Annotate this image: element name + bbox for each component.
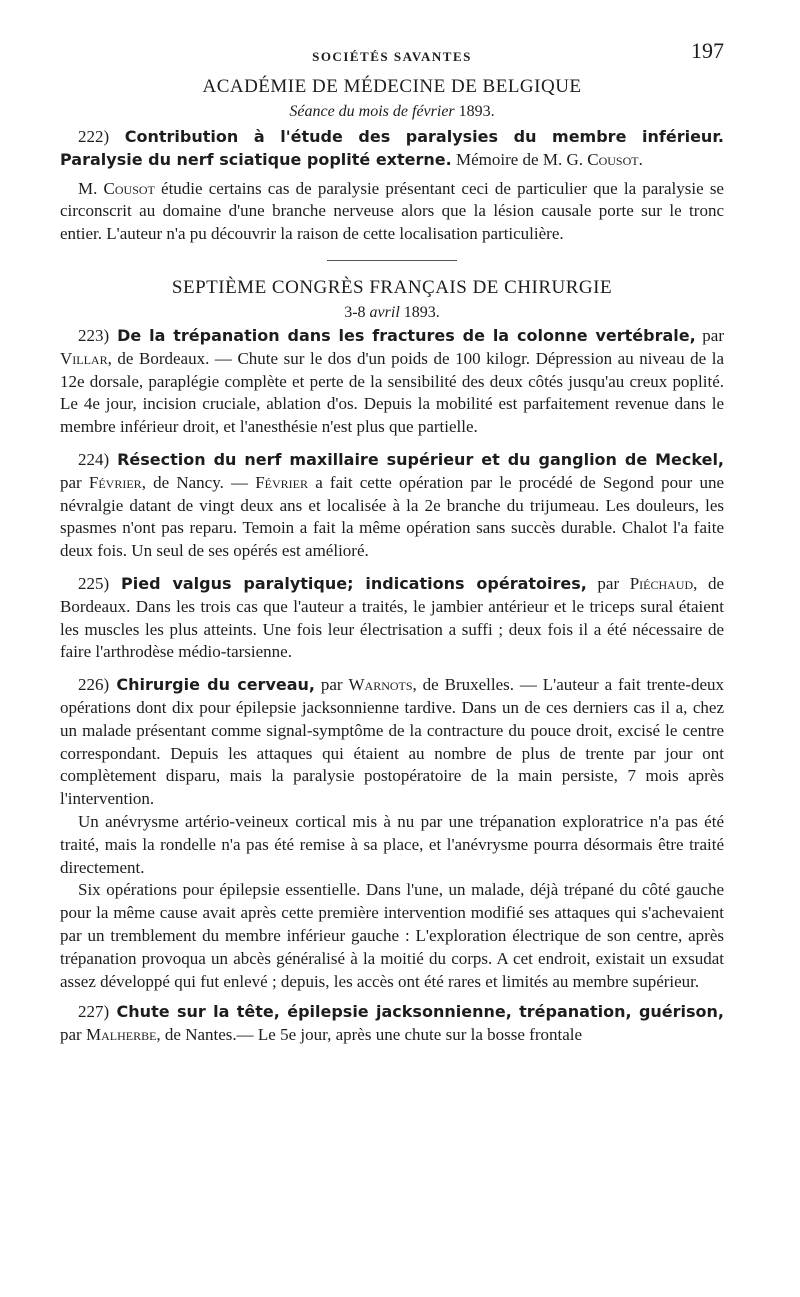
entry-number: 223) bbox=[78, 325, 110, 345]
entry-author: Piéchaud bbox=[629, 573, 694, 593]
entry-author: Cousot bbox=[587, 149, 639, 169]
entry-par: par bbox=[60, 1025, 86, 1045]
entry-author: Villar bbox=[60, 348, 108, 368]
entry-text: , de Nancy. — bbox=[141, 472, 256, 492]
page-number: 197 bbox=[691, 38, 724, 63]
entry-225 bbox=[60, 573, 724, 664]
entry-title: Résection du nerf maxillaire supérieur et du ganglion de Meckel, bbox=[109, 449, 724, 469]
entry-title: De la trépanation dans les fractures de la colonne vertébrale, bbox=[109, 325, 696, 345]
entry-223 bbox=[60, 325, 724, 439]
dates-month: avril bbox=[369, 303, 400, 321]
entry-226-paragraph-2: Un anévrysme artério-veineux cortical mis à nu par une trépanation exploratrice n'a pas été traité, mais la rondelle n'a pas été remise à sa place, et l'anévrysme pourra désormais être traité directement. bbox=[60, 811, 724, 877]
entry-text: , de Bordeaux. — Chute sur le dos d'un poids de 100 kilogr. Dépression au niveau de la 12e dorsale, paraplégie complète et perte de la sensibilité des deux côtés jusqu'au creux poplité. Le 4e jour, incision cruciale, ablation d'os. Depuis la mobilité est parfaitement revenue dans le membre inférieur droit, et l'anesthésie n'est plus que partielle. bbox=[60, 348, 724, 437]
entry-title: Pied valgus paralytique; indications opératoires, bbox=[109, 573, 587, 593]
dates-year: 1893. bbox=[399, 303, 440, 321]
entry-text: , de Bruxelles. — L'auteur a fait trente-deux opérations dont dix pour épilepsie jacksonnienne tardive. Dans un de ces derniers cas il a, chez un malade présentant comme signal-symptôme de la contracture du pouce droit, excisé le centre correspondant. Depuis les attaques qui étaient au nombre de plus de trente par jour ont complètement disparu, mais la paralysie postopératoire de la main persiste, 7 mois après l'intervention. bbox=[60, 675, 724, 809]
running-header bbox=[60, 40, 724, 74]
entry-number: 222) bbox=[78, 127, 110, 146]
entry-number: 224) bbox=[78, 449, 110, 469]
entry-222-heading bbox=[60, 126, 724, 172]
dates-range: 3-8 bbox=[344, 303, 370, 321]
entry-author: Février bbox=[88, 472, 142, 492]
entry-text: , de Nantes.— Le 5e jour, après une chute sur la bosse frontale bbox=[156, 1025, 583, 1045]
session-year: 1893. bbox=[454, 103, 495, 120]
entry-author: M. Cousot bbox=[78, 178, 155, 198]
entry-number: 226) bbox=[78, 675, 110, 695]
session-label: Séance du mois de février bbox=[289, 103, 455, 120]
entry-226-paragraph-3: Six opérations pour épilepsie essentielle. Dans l'une, un malade, déjà trépané du côté gauche pour la même cause avait après cette première intervention modifié ses attaques qui s'achevaient par un tremblement du membre inférieur gauche : L'exploration électrique de son centre, après trépanation provoqua un abcès généralisé à la moitié du corps. A cet endroit, existait un exsudat assez développé qui fut enlevé ; depuis, les accès ont été rares et limités au membre supérieur. bbox=[60, 880, 724, 991]
entry-title: Contribution à l'étude des paralysies du membre inférieur. Paralysie du nerf sciatique poplité externe. bbox=[60, 127, 724, 169]
entry-punct: . bbox=[638, 149, 643, 169]
entry-number: 225) bbox=[78, 573, 110, 593]
entry-par: par bbox=[315, 675, 349, 695]
entry-par: par bbox=[60, 472, 89, 492]
section-title-academie: ACADÉMIE DE MÉDECINE DE BELGIQUE bbox=[202, 76, 582, 97]
entry-author: Warnots bbox=[348, 675, 413, 695]
section-title-congres: SEPTIÈME CONGRÈS FRANÇAIS DE CHIRURGIE bbox=[171, 276, 613, 298]
entry-222-body bbox=[60, 178, 724, 246]
entry-text: a fait cette opération par le procédé de Segond pour une névralgie datant de vingt deux ans et localisée à la 2e branche du trijumeau. Les douleurs, les spasmes n'ont pas reparu. Temoin a fait la même opération sans succès durable. Chalot l'a faite deux fois. Un seul de ses opérés est amélioré. bbox=[60, 472, 724, 561]
entry-227 bbox=[60, 1001, 724, 1047]
entry-author-2: Février bbox=[255, 472, 309, 492]
entry-226 bbox=[60, 674, 724, 811]
entry-text: , de Bordeaux. Dans les trois cas que l'auteur a traités, le jambier antérieur et le triceps sural étaient les muscles les plus atteints. Une fois leur électrisation a suffi ; deux fois il a été nécessaire de faire l'arthrodèse médio-tarsienne. bbox=[60, 573, 724, 662]
entry-title: Chirurgie du cerveau, bbox=[109, 675, 315, 695]
entry-title: Chute sur la tête, épilepsie jacksonnienne, trépanation, guérison, bbox=[109, 1002, 724, 1022]
entry-par: par bbox=[695, 325, 724, 345]
entry-author: Malherbe bbox=[85, 1025, 157, 1045]
entry-par: par bbox=[586, 573, 630, 593]
document-page bbox=[60, 40, 724, 1047]
entry-number: 227) bbox=[78, 1002, 110, 1022]
entry-text: étudie certains cas de paralysie présentant ceci de particulier que la paralysie se circonscrit au domaine d'une branche nerveuse alors que la lésion causale porte sur le tronc entier. L'auteur n'a pu découvrir la raison de cette localisation particulière. bbox=[60, 178, 724, 244]
entry-meta: Mémoire de M. G. bbox=[451, 149, 588, 169]
entry-224 bbox=[60, 449, 724, 563]
section-divider bbox=[327, 260, 457, 261]
congress-dates bbox=[60, 301, 724, 325]
session-line bbox=[60, 100, 724, 124]
running-title: SOCIÉTÉS SAVANTES bbox=[312, 49, 472, 64]
